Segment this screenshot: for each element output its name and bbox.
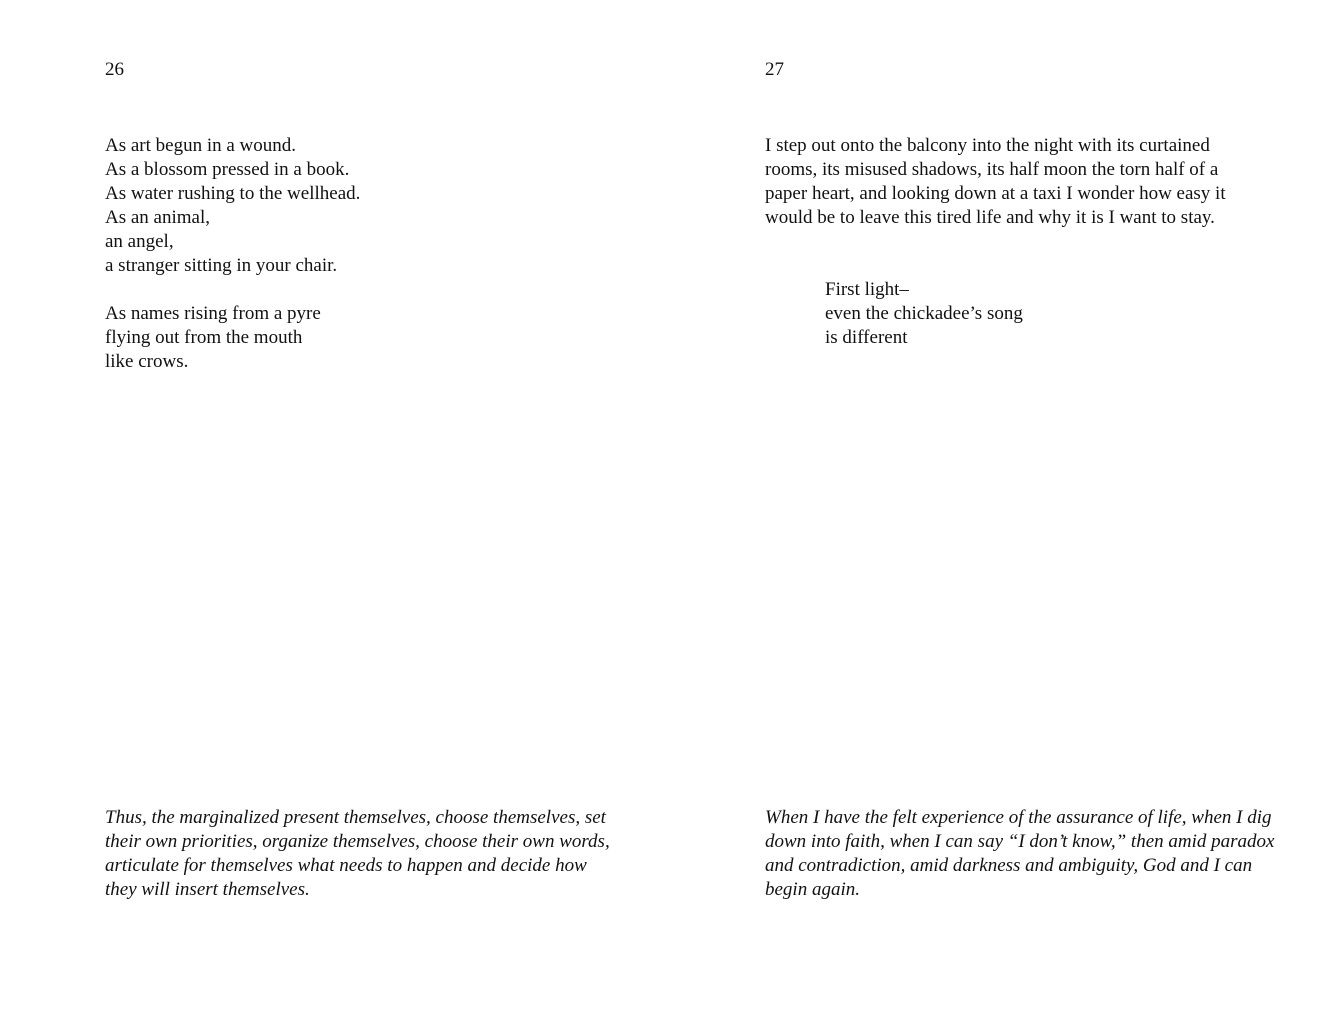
poem-line: As an animal, <box>105 207 211 228</box>
left-page <box>105 0 665 1020</box>
poem-line: As water rushing to the wellhead. <box>105 183 361 204</box>
quote-line: articulate for themselves what needs to happen and decide how <box>105 855 587 876</box>
epigraph-quote-left <box>105 806 610 902</box>
quote-line: their own priorities, organize themselves, choose their own words, <box>105 831 610 852</box>
quote-line: Thus, the marginalized present themselves, choose themselves, set <box>105 807 606 828</box>
poem-line: As art begun in a wound. <box>105 135 297 156</box>
poem-line: As a blossom pressed in a book. <box>105 159 350 180</box>
haiku-line: First light– <box>825 279 909 300</box>
prose-line: rooms, its misused shadows, its half moon the torn half of a <box>765 159 1219 180</box>
poem-line: flying out from the mouth <box>105 327 303 348</box>
poem-line: As names rising from a pyre <box>105 303 321 324</box>
quote-line: When I have the felt experience of the assurance of life, when I dig <box>765 807 1272 828</box>
quote-line: and contradiction, amid darkness and ambiguity, God and I can <box>765 855 1253 876</box>
haiku-line: even the chickadee’s song <box>825 303 1023 324</box>
poem-line: like crows. <box>105 351 189 372</box>
right-page <box>765 0 1275 1020</box>
haiku <box>825 278 1023 350</box>
prose-line: paper heart, and looking down at a taxi I wonder how easy it <box>765 183 1226 204</box>
page-number-left: 26 <box>105 59 124 80</box>
prose-line: I step out onto the balcony into the night with its curtained <box>765 135 1210 156</box>
epigraph-quote-right <box>765 806 1275 902</box>
poem-line: an angel, <box>105 231 174 252</box>
quote-line: they will insert themselves. <box>105 879 310 900</box>
page-number-right: 27 <box>765 59 784 80</box>
prose-paragraph <box>765 134 1235 230</box>
quote-line: down into faith, when I can say “I don’t know,” then amid paradox <box>765 831 1275 852</box>
quote-line: begin again. <box>765 879 860 900</box>
haiku-line: is different <box>825 327 908 348</box>
poem-stanza-1 <box>105 134 360 278</box>
prose-line: would be to leave this tired life and why it is I want to stay. <box>765 207 1215 228</box>
poem-stanza-2 <box>105 302 321 374</box>
poem-line: a stranger sitting in your chair. <box>105 255 338 276</box>
